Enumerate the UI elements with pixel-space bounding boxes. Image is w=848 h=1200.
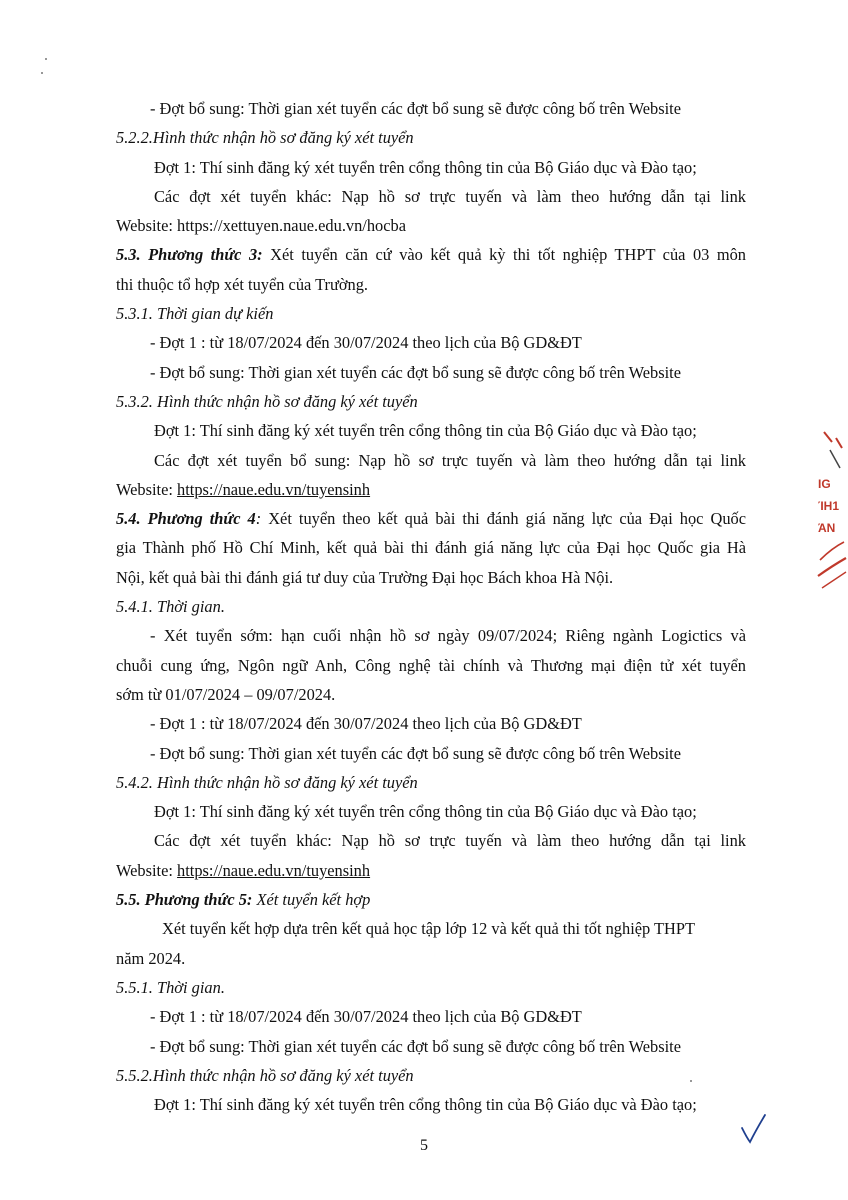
handwritten-check-mark <box>738 1112 768 1146</box>
edge-stamp-fragment <box>812 430 848 600</box>
stamp-fragment-text: ΊH1 <box>818 499 840 513</box>
paragraph-line: Đợt 1: Thí sinh đăng ký xét tuyển trên cổng thông tin của Bộ Giáo dục và Đào tạo; <box>154 802 697 822</box>
section-heading-5-3-1: 5.3.1. Thời gian dự kiến <box>116 304 274 324</box>
section-heading-5-3-2: 5.3.2. Hình thức nhận hồ sơ đăng ký xét tuyển <box>116 391 418 411</box>
scan-speck <box>690 1080 692 1082</box>
method-label: 5.4. Phương thức 4 <box>116 509 256 529</box>
page-number: 5 <box>420 1137 428 1154</box>
stamp-fragment-text: IG <box>818 477 831 491</box>
paragraph-line: Đợt 1: Thí sinh đăng ký xét tuyển trên cổng thông tin của Bộ Giáo dục và Đào tạo; <box>154 421 697 441</box>
paragraph-line: Các đợt xét tuyển bổ sung: Nạp hồ sơ trực tuyến và làm theo hướng dẫn tại link <box>154 450 746 470</box>
method-text: Xét tuyển theo kết quả bài thi đánh giá năng lực của Đại học Quốc <box>261 509 746 529</box>
paragraph-line: Xét tuyển kết hợp dựa trên kết quả học tập lớp 12 và kết quả thi tốt nghiệp THPT <box>162 919 695 939</box>
paragraph-line: - Đợt bổ sung: Thời gian xét tuyển các đợt bổ sung sẽ được công bố trên Website <box>150 1036 681 1056</box>
website-label: Website: <box>116 479 178 499</box>
method-colon: : <box>255 509 262 529</box>
method-label: 5.5. Phương thức 5: <box>116 890 253 910</box>
paragraph-line: - Đợt 1 : từ 18/07/2024 đến 30/07/2024 theo lịch của Bộ GD&ĐT <box>150 714 582 734</box>
scan-speck <box>41 72 43 74</box>
paragraph-line: năm 2024. <box>116 948 186 968</box>
stamp-fragment-text: ΆN <box>818 521 836 535</box>
section-heading-5-5-2: 5.5.2.Hình thức nhận hồ sơ đăng ký xét tuyển <box>116 1065 414 1085</box>
website-label: Website: <box>116 860 178 880</box>
method-5-heading <box>116 885 746 914</box>
paragraph-line: - Đợt 1 : từ 18/07/2024 đến 30/07/2024 theo lịch của Bộ GD&ĐT <box>150 1007 582 1027</box>
method-3-heading <box>116 240 746 269</box>
paragraph-line: chuỗi cung ứng, Ngôn ngữ Anh, Công nghệ tài chính và Thương mại điện tử xét tuyển <box>116 655 746 675</box>
method-text: Xét tuyển căn cứ vào kết quả kỳ thi tốt nghiệp THPT của 03 môn <box>262 245 746 265</box>
paragraph-line: - Đợt bổ sung: Thời gian xét tuyển các đợt bổ sung sẽ được công bố trên Website <box>150 743 681 763</box>
paragraph-line: gia Thành phố Hồ Chí Minh, kết quả bài thi đánh giá năng lực của Đại học Quốc gia Hà <box>116 538 746 558</box>
tuyensinh-link[interactable]: https://naue.edu.vn/tuyensinh <box>177 860 371 880</box>
method-4-heading <box>116 504 746 533</box>
paragraph-line: - Đợt bổ sung: Thời gian xét tuyển các đợt bổ sung sẽ được công bố trên Website <box>150 362 681 382</box>
tuyensinh-link[interactable]: https://naue.edu.vn/tuyensinh <box>177 479 371 499</box>
paragraph-line: Đợt 1: Thí sinh đăng ký xét tuyển trên cổng thông tin của Bộ Giáo dục và Đào tạo; <box>154 157 697 177</box>
section-heading-5-2-2: 5.2.2.Hình thức nhận hồ sơ đăng ký xét tuyển <box>116 128 414 148</box>
page-body <box>116 94 746 1119</box>
section-heading-5-4-2: 5.4.2. Hình thức nhận hồ sơ đăng ký xét tuyển <box>116 772 418 792</box>
paragraph-line: sớm từ 01/07/2024 – 09/07/2024. <box>116 684 336 704</box>
paragraph-line: Đợt 1: Thí sinh đăng ký xét tuyển trên cổng thông tin của Bộ Giáo dục và Đào tạo; <box>154 1095 697 1115</box>
paragraph-line <box>116 856 746 885</box>
section-heading-5-4-1: 5.4.1. Thời gian. <box>116 597 225 617</box>
paragraph-line: - Xét tuyển sớm: hạn cuối nhận hồ sơ ngày 09/07/2024; Riêng ngành Logictics và <box>150 626 746 646</box>
method-text: Xét tuyển kết hợp <box>252 890 371 910</box>
paragraph-line: Nội, kết quả bài thi đánh giá tư duy của Trường Đại học Bách khoa Hà Nội. <box>116 567 614 587</box>
paragraph-line: thi thuộc tổ hợp xét tuyển của Trường. <box>116 274 369 294</box>
paragraph-line: Các đợt xét tuyển khác: Nạp hồ sơ trực tuyến và làm theo hướng dẫn tại link <box>154 831 746 851</box>
paragraph-line: - Đợt 1 : từ 18/07/2024 đến 30/07/2024 theo lịch của Bộ GD&ĐT <box>150 333 582 353</box>
paragraph-line <box>116 475 746 504</box>
method-label: 5.3. Phương thức 3: <box>116 245 263 265</box>
section-heading-5-5-1: 5.5.1. Thời gian. <box>116 977 225 997</box>
paragraph-line: Các đợt xét tuyển khác: Nạp hồ sơ trực tuyến và làm theo hướng dẫn tại link <box>154 186 746 206</box>
paragraph-line: Website: https://xettuyen.naue.edu.vn/hocba <box>116 216 406 236</box>
paragraph-line: - Đợt bổ sung: Thời gian xét tuyển các đợt bổ sung sẽ được công bố trên Website <box>150 99 681 118</box>
scan-speck <box>45 58 47 60</box>
